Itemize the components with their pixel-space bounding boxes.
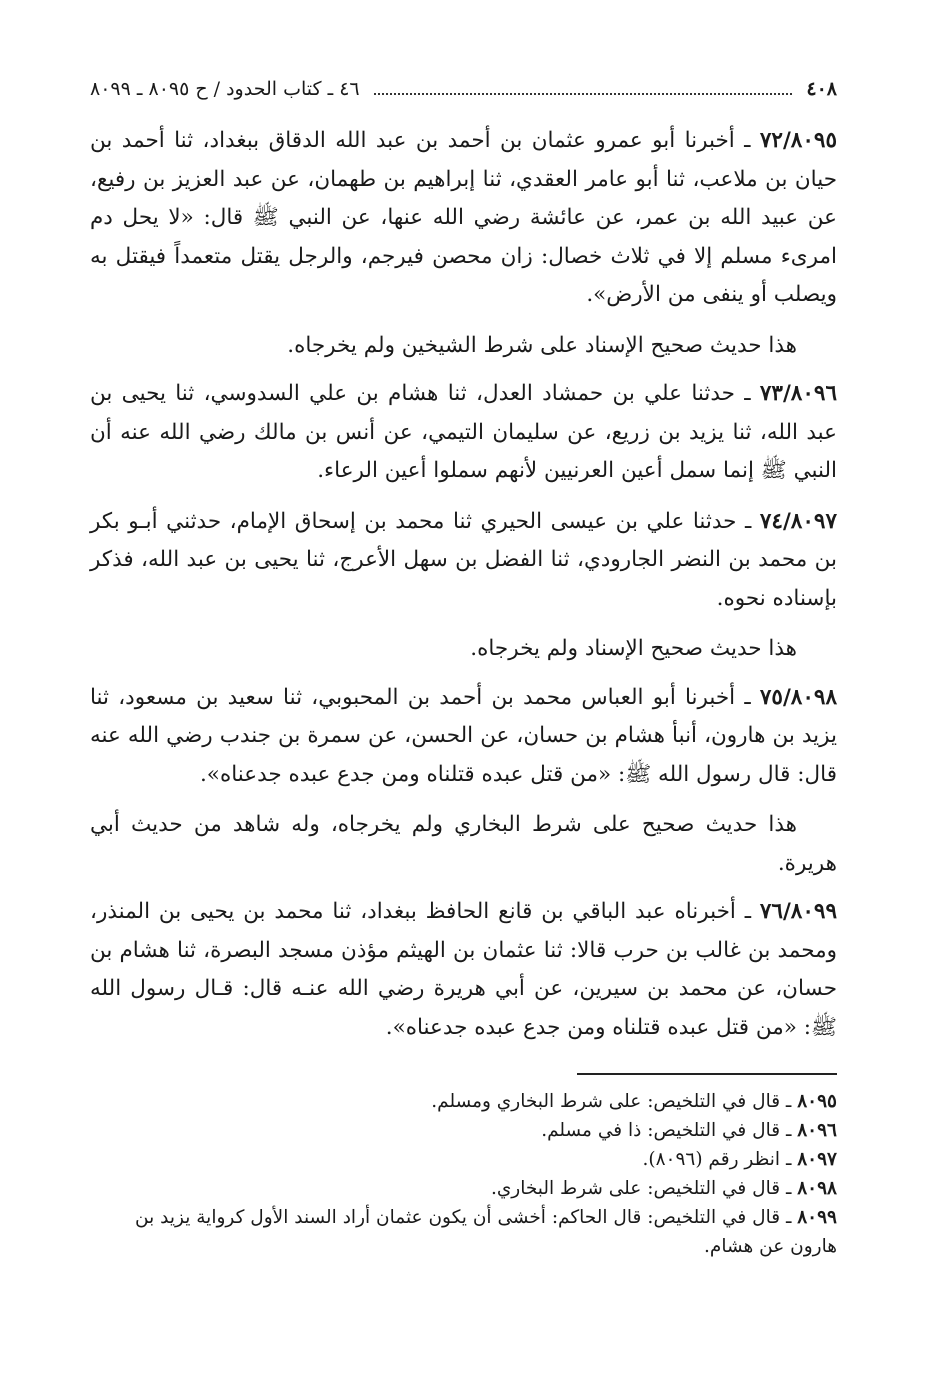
hadith-number: ٧٦/٨٠٩٩ [759,899,837,924]
footnote-number: ٨٠٩٩ [797,1207,837,1228]
footnote-text: ـ انظر رقم (٨٠٩٦). [642,1149,798,1170]
footnote-divider [577,1073,837,1075]
page-number: ٤٠٨ [806,78,837,100]
running-head [90,74,837,108]
hadith-verdict: هذا حديث صحيح الإسناد على شرط الشيخين ولم يخرجاه. [287,332,797,358]
hadith-verdict: هذا حديث صحيح على شرط البخاري ولم يخرجاه، وله شاهد من حديث أبي هريرة. [90,812,837,876]
hadith-entry [90,122,837,315]
hadith-text: ـ حدثنا علي بن حمشاد العدل، ثنا هشام بن علي السدوسي، ثنا يحيى بن عبد الله، ثنا يزيد بن زريع، عن سليمان التيمي، عن أنس بن مالك رضي الله عنه أن النبي ﷺ إنما سمل أعين العرنيين لأنهم سملوا أعين الرعاء. [90,381,837,483]
footnote [90,1203,837,1261]
running-title: ٤٦ ـ كتاب الحدود / ح ٨٠٩٥ ـ ٨٠٩٩ [90,78,360,100]
hadith-text: ـ أخبرنا أبو عمرو عثمان بن أحمد بن عبد الله الدقاق ببغداد، ثنا أحمد بن حيان بن ملاعب، ثنا أبو عامر العقدي، ثنا إبراهيم بن طهمان، عن عبد العزيز بن رفيع، عن عبيد الله بن عمر، عن عائشة رضي الله عنها، عن النبي ﷺ قال: «لا يحل دم امرىء مسلم إلا في ثلاث خصال: زان محصن فيرجم، والرجل يقتل متعمداً فيقتل به ويصلب أو ينفى من الأرض». [90,128,837,307]
footnote-number: ٨٠٩٥ [797,1091,837,1112]
hadith-entry [90,503,837,619]
hadith-entry [90,679,837,795]
footnote-number: ٨٠٩٦ [797,1120,837,1141]
footnote-text: ـ قال في التلخيص: قال الحاكم: أخشى أن يكون عثمان أراد السند الأول كرواية يزيد بن هارون عن هشام. [135,1207,837,1257]
hadith-text: ـ حدثنا علي بن عيسى الحيري ثنا محمد بن إسحاق الإمام، حدثني أبـو بكر بن محمد بن النضر الجارودي، ثنا الفضل بن سهل الأعرج، ثنا يحيى بن عبد الله، فذكر بإسناده نحوه. [90,508,837,611]
hadith-number: ٧٥/٨٠٩٨ [759,684,837,710]
footnote-number: ٨٠٩٧ [797,1149,837,1170]
hadith-number: ٧٢/٨٠٩٥ [759,128,837,153]
hadith-entry [90,893,837,1047]
hadith-text: ـ أخبرناه عبد الباقي بن قانع الحافظ ببغداد، ثنا محمد بن يحيى بن المنذر، ومحمد بن غالب بن حرب قالا: ثنا عثمان بن الهيثم مؤذن مسجد البصرة، ثنا هشام بن حسان، عن محمد بن سيرين، عن أبي هريرة رضي الله عنـه قال: قـال رسول الله ﷺ: «من قتل عبده قتلناه ومن جدع عبده جدعناه». [90,899,837,1040]
footnote [90,1174,837,1203]
footnotes [90,1087,837,1261]
footnote-text: ـ قال في التلخيص: على شرط البخاري. [490,1178,798,1199]
hadith-text: ـ أخبرنا أبو العباس محمد بن أحمد بن المحبوبي، ثنا سعيد بن مسعود، ثنا يزيد بن هارون، أنبأ هشام بن حسان، عن الحسن، عن سمرة بن جندب رضي الله عنه قال: قال رسول الله ﷺ: «من قتل عبده قتلناه ومن جدع عبده جدعناه». [90,684,837,787]
hadith-entry [90,375,837,491]
footnote [90,1087,837,1116]
footnote-text: ـ قال في التلخيص: ذا في مسلم. [541,1120,798,1141]
footnote-number: ٨٠٩٨ [797,1178,837,1199]
footnote [90,1116,837,1145]
hadith-number: ٧٤/٨٠٩٧ [759,508,837,534]
hadith-number: ٧٣/٨٠٩٦ [759,381,837,406]
hadith-verdict: هذا حديث صحيح الإسناد ولم يخرجاه. [470,636,797,661]
footnote [90,1145,837,1174]
footnote-text: ـ قال في التلخيص: على شرط البخاري ومسلم. [431,1091,798,1112]
body-text [90,122,837,1047]
dotted-leader [374,75,793,95]
